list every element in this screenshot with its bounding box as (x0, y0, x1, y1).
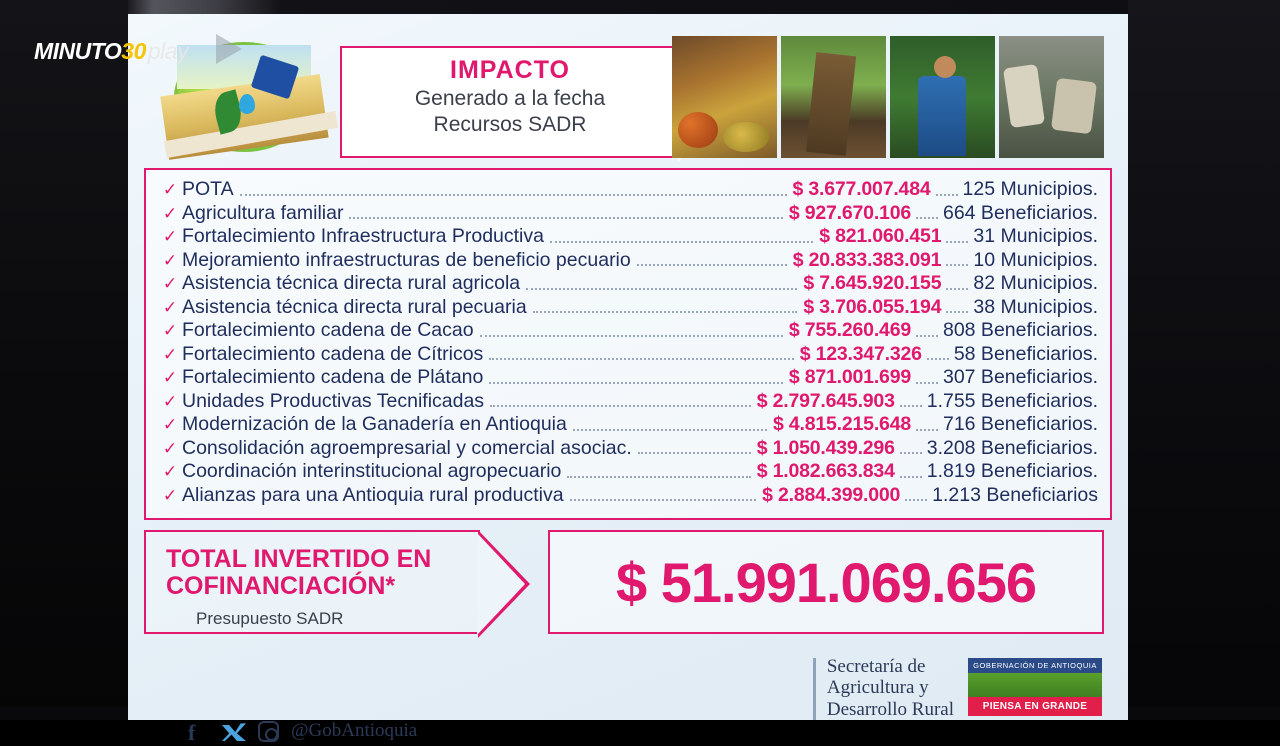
photo-strip (672, 36, 1104, 158)
room-backdrop-top (0, 0, 1280, 14)
slide-header (144, 24, 1112, 164)
impact-items-panel (144, 168, 1112, 520)
leader-dots (349, 217, 782, 219)
impact-banner (340, 46, 680, 158)
gobernacion-landscape-icon (968, 673, 1102, 697)
leader-dots-secondary (946, 264, 968, 266)
check-icon: ✓ (162, 250, 178, 270)
total-amount-box (548, 530, 1104, 634)
item-amount: $ 2.797.645.903 (756, 389, 895, 412)
leader-dots-secondary (916, 382, 938, 384)
item-meta: 31 Municipios. (973, 225, 1098, 247)
leader-dots-secondary (916, 217, 938, 219)
item-meta: 58 Beneficiarios. (953, 342, 1098, 365)
item-amount: $ 871.001.699 (788, 366, 911, 388)
list-item (158, 248, 1098, 275)
list-item (158, 436, 1098, 463)
leader-dots (637, 264, 787, 266)
check-icon: ✓ (162, 344, 178, 364)
leader-dots (567, 476, 750, 478)
item-amount: $ 7.645.920.155 (803, 272, 942, 294)
item-amount: $ 2.884.399.000 (762, 483, 901, 506)
item-meta: 1.819 Beneficiarios. (926, 460, 1098, 482)
impact-subtitle-line1: Generado a la fecha (414, 87, 606, 110)
item-meta: 664 Beneficiarios. (942, 201, 1098, 224)
item-meta: 1.755 Beneficiarios. (926, 389, 1098, 412)
item-amount: $ 1.082.663.834 (756, 460, 895, 482)
leader-dots-secondary (936, 194, 958, 196)
watermark-text-minuto: MINUTO (34, 38, 122, 64)
item-meta: 307 Beneficiarios. (942, 366, 1098, 388)
leader-dots-secondary (927, 358, 949, 360)
item-amount: $ 3.677.007.484 (792, 178, 931, 200)
item-label: Asistencia técnica directa rural pecuaria (182, 295, 527, 318)
total-amount: $ 51.991.069.656 (616, 550, 1036, 614)
leader-dots (526, 288, 797, 290)
item-meta: 38 Municipios. (973, 295, 1098, 318)
item-amount: $ 1.050.439.296 (756, 436, 895, 459)
item-meta: 82 Municipios. (973, 272, 1098, 294)
item-amount: $ 4.815.215.648 (773, 413, 911, 435)
slide-footer (144, 652, 1112, 745)
presentation-slide (128, 14, 1128, 745)
gobernacion-bottom-text: PIENSA EN GRANDE (968, 697, 1102, 716)
leader-dots-secondary (946, 311, 968, 313)
photo-community-meeting (999, 36, 1104, 158)
photo-farmer-plants (890, 36, 995, 158)
item-label: Mejoramiento infraestructuras de beneficio pecuario (182, 248, 631, 271)
check-icon: ✓ (162, 415, 178, 434)
leader-dots-secondary (900, 405, 922, 407)
photo-harvest-produce (672, 36, 777, 158)
item-label: Coordinación interinstitucional agropecuario (182, 460, 562, 482)
check-icon: ✓ (162, 203, 178, 223)
room-backdrop-right (1128, 0, 1280, 720)
leader-dots (490, 405, 751, 407)
leader-dots (573, 429, 767, 431)
secretaria-logo (827, 656, 954, 720)
twitter-icon[interactable] (222, 721, 246, 741)
list-item (158, 201, 1098, 228)
social-bar (188, 720, 418, 745)
play-triangle-icon (216, 34, 242, 64)
gobernacion-logo (968, 658, 1102, 716)
check-icon: ✓ (162, 274, 178, 293)
instagram-icon[interactable] (258, 721, 279, 742)
secretaria-line2: Agricultura y (826, 677, 929, 699)
item-meta: 808 Beneficiarios. (942, 319, 1098, 341)
item-label: Fortalecimiento Infraestructura Productiva (182, 225, 544, 247)
item-meta: 10 Municipios. (973, 248, 1098, 271)
watermark-text-30: 30 (121, 38, 146, 64)
item-label: POTA (182, 178, 234, 200)
secretaria-line1: Secretaría de (826, 656, 926, 677)
list-item (158, 274, 1098, 298)
leader-dots-secondary (916, 429, 938, 431)
item-amount: $ 755.260.469 (788, 319, 911, 341)
leader-dots-secondary (900, 476, 922, 478)
room-backdrop-left (0, 0, 128, 720)
item-label: Fortalecimiento cadena de Cítricos (182, 342, 484, 365)
leader-dots (489, 358, 793, 360)
impact-subtitle-line2: Recursos SADR (433, 112, 587, 136)
item-meta: 125 Municipios. (962, 178, 1098, 200)
impact-title: IMPACTO (450, 56, 570, 84)
leader-dots (533, 311, 798, 313)
item-label: Fortalecimiento cadena de Plátano (182, 366, 484, 388)
check-icon: ✓ (162, 391, 178, 411)
list-item (158, 295, 1098, 322)
check-icon: ✓ (162, 462, 178, 481)
leader-dots (638, 452, 751, 454)
leader-dots (550, 241, 813, 243)
list-item (158, 462, 1098, 486)
leader-dots (480, 335, 783, 337)
secretaria-line3: Desarrollo Rural (826, 698, 954, 720)
list-item (158, 415, 1098, 439)
total-title-line1: TOTAL INVERTIDO EN (166, 545, 432, 573)
item-meta: 1.213 Beneficiarios (932, 483, 1098, 506)
check-icon: ✓ (162, 368, 178, 387)
item-amount: $ 123.347.326 (799, 342, 922, 365)
leader-dots (570, 499, 757, 501)
item-label: Modernización de la Ganadería en Antioquia (182, 413, 567, 435)
total-band (144, 530, 1112, 638)
leader-dots-secondary (900, 452, 922, 454)
leader-dots-secondary (946, 288, 968, 290)
leader-dots-secondary (916, 335, 938, 337)
list-item (158, 342, 1098, 369)
item-label: Consolidación agroempresarial y comercial asociac. (182, 436, 632, 459)
channel-watermark (34, 38, 188, 65)
list-item (158, 483, 1098, 510)
item-label: Asistencia técnica directa rural agricola (182, 272, 521, 294)
gobernacion-top-text: GOBERNACIÓN DE ANTIOQUIA (968, 658, 1102, 673)
list-item (158, 180, 1098, 204)
check-icon: ✓ (162, 227, 178, 246)
item-label: Agricultura familiar (182, 201, 344, 224)
social-handle: @GobAntioquia (291, 720, 418, 741)
item-meta: 3.208 Beneficiarios. (926, 436, 1098, 459)
watermark-text-play: play (147, 38, 189, 64)
check-icon: ✓ (162, 438, 178, 458)
item-label: Unidades Productivas Tecnificadas (182, 389, 485, 412)
leader-dots (240, 194, 787, 196)
list-item (158, 389, 1098, 416)
item-amount: $ 927.670.106 (788, 201, 911, 224)
item-label: Fortalecimiento cadena de Cacao (182, 319, 474, 341)
item-meta: 716 Beneficiarios. (942, 413, 1098, 435)
photo-field-crops (781, 36, 886, 158)
item-amount: $ 3.706.055.194 (803, 295, 942, 318)
total-title-line2: COFINANCIACIÓN* (166, 571, 396, 600)
leader-dots (489, 382, 783, 384)
list-item (158, 368, 1098, 392)
check-icon: ✓ (162, 485, 178, 505)
item-label: Alianzas para una Antioquia rural productiva (182, 483, 564, 506)
list-item (158, 321, 1098, 345)
check-icon: ✓ (162, 180, 178, 199)
item-amount: $ 821.060.451 (819, 225, 942, 247)
facebook-icon[interactable]: f (188, 720, 196, 745)
total-label-box (144, 530, 480, 634)
list-item (158, 227, 1098, 251)
check-icon: ✓ (162, 321, 178, 340)
total-subtitle: Presupuesto SADR (196, 609, 344, 628)
sadr-logo-icon (174, 42, 314, 152)
item-amount: $ 20.833.383.091 (792, 248, 942, 271)
leader-dots-secondary (905, 499, 927, 501)
check-icon: ✓ (162, 297, 178, 317)
leader-dots-secondary (946, 241, 968, 243)
